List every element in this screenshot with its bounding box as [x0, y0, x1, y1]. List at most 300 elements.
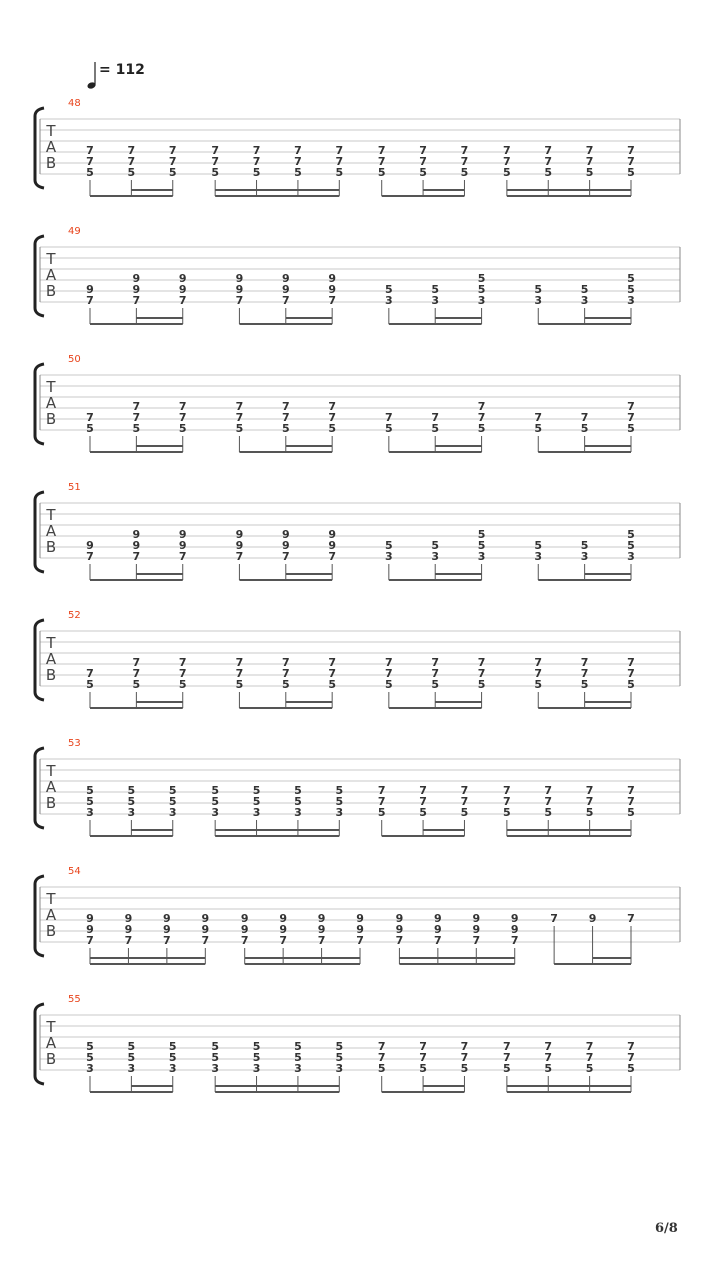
fret-number: 5 — [252, 1051, 261, 1064]
fret-number: 7 — [178, 656, 187, 669]
fret-number: 3 — [86, 806, 94, 819]
fret-number: 7 — [627, 784, 635, 797]
fret-number: 7 — [385, 667, 393, 680]
fret-number: 5 — [377, 806, 386, 819]
fret-number: 7 — [627, 912, 635, 925]
fret-number: 5 — [431, 422, 440, 435]
fret-number: 7 — [477, 656, 486, 669]
fret-number: 5 — [544, 1062, 553, 1075]
fret-number: 5 — [294, 166, 302, 179]
measure-number: 51 — [68, 482, 81, 493]
fret-number: 7 — [279, 934, 287, 947]
fret-number: 9 — [434, 923, 442, 936]
tab-staff — [0, 610, 720, 738]
tab-staff — [0, 866, 720, 994]
tab-staff-svg — [0, 866, 720, 994]
tempo-marking — [86, 60, 166, 92]
fret-number: 3 — [580, 294, 589, 307]
tab-clef-letter: A — [45, 1034, 57, 1052]
fret-number: 9 — [86, 283, 94, 296]
fret-number: 5 — [127, 1040, 136, 1053]
fret-number: 7 — [235, 294, 244, 307]
fret-number: 7 — [127, 155, 136, 168]
fret-number: 3 — [385, 294, 393, 307]
fret-number: 7 — [585, 1051, 594, 1064]
tab-clef-letter: T — [46, 122, 56, 140]
fret-number: 7 — [627, 144, 635, 157]
fret-number: 5 — [235, 422, 244, 435]
fret-number: 3 — [294, 806, 302, 819]
fret-number: 7 — [510, 934, 519, 947]
tab-clef-letter: T — [46, 890, 56, 908]
fret-number: 5 — [627, 528, 635, 541]
measure-number: 49 — [68, 226, 81, 237]
fret-number: 5 — [580, 283, 589, 296]
fret-number: 5 — [477, 678, 486, 691]
fret-number: 9 — [356, 912, 364, 925]
tab-staff-svg — [0, 738, 720, 866]
fret-number: 7 — [503, 1051, 511, 1064]
fret-number: 7 — [534, 667, 543, 680]
fret-number: 9 — [178, 272, 187, 285]
fret-number: 9 — [395, 923, 404, 936]
fret-number: 5 — [328, 422, 336, 435]
fret-number: 9 — [472, 912, 481, 925]
fret-number: 7 — [419, 144, 427, 157]
fret-number: 5 — [252, 166, 261, 179]
measure-number: 50 — [68, 354, 81, 365]
tab-clef-letter: A — [45, 138, 57, 156]
fret-number: 7 — [627, 1040, 635, 1053]
fret-number: 3 — [477, 294, 486, 307]
fret-number: 7 — [627, 1051, 635, 1064]
fret-number: 7 — [627, 411, 635, 424]
fret-number: 5 — [281, 422, 290, 435]
fret-number: 9 — [281, 283, 290, 296]
fret-number: 7 — [544, 1040, 553, 1053]
tab-clef-letter: B — [45, 538, 57, 556]
tab-clef-letter: A — [45, 394, 57, 412]
fret-number: 7 — [460, 1051, 469, 1064]
fret-number: 7 — [281, 294, 290, 307]
fret-number: 5 — [168, 795, 177, 808]
fret-number: 7 — [585, 784, 594, 797]
fret-number: 3 — [252, 806, 261, 819]
fret-number: 7 — [503, 144, 511, 157]
fret-number: 9 — [178, 539, 187, 552]
fret-number: 5 — [86, 166, 94, 179]
fret-number: 9 — [132, 283, 141, 296]
fret-number: 9 — [86, 923, 94, 936]
fret-number: 7 — [534, 656, 543, 669]
fret-number: 7 — [86, 667, 94, 680]
fret-number: 7 — [431, 667, 440, 680]
fret-number: 9 — [163, 923, 171, 936]
fret-number: 5 — [132, 678, 141, 691]
fret-number: 5 — [627, 539, 635, 552]
fret-number: 7 — [86, 155, 94, 168]
fret-number: 7 — [544, 784, 553, 797]
fret-number: 5 — [544, 806, 553, 819]
fret-number: 3 — [168, 1062, 177, 1075]
fret-number: 7 — [132, 400, 141, 413]
fret-number: 7 — [377, 795, 386, 808]
fret-number: 7 — [281, 667, 290, 680]
fret-number: 5 — [419, 1062, 427, 1075]
tab-clef-letter: T — [46, 1018, 56, 1036]
fret-number: 5 — [503, 806, 511, 819]
fret-number: 7 — [356, 934, 364, 947]
tab-clef-letter: B — [45, 1050, 57, 1068]
fret-number: 3 — [294, 1062, 302, 1075]
fret-number: 9 — [356, 923, 364, 936]
fret-number: 7 — [627, 656, 635, 669]
fret-number: 5 — [127, 784, 136, 797]
fret-number: 7 — [281, 411, 290, 424]
fret-number: 7 — [477, 400, 486, 413]
fret-number: 3 — [534, 294, 543, 307]
fret-number: 5 — [211, 795, 219, 808]
tempo-text: = 112 — [99, 62, 145, 78]
fret-number: 7 — [534, 411, 543, 424]
fret-number: 7 — [127, 144, 136, 157]
fret-number: 5 — [127, 166, 136, 179]
fret-number: 7 — [328, 411, 336, 424]
fret-number: 3 — [211, 1062, 219, 1075]
fret-number: 5 — [503, 1062, 511, 1075]
fret-number: 5 — [627, 1062, 635, 1075]
fret-number: 7 — [294, 144, 302, 157]
fret-number: 7 — [580, 411, 589, 424]
fret-number: 7 — [395, 934, 404, 947]
quarter-note-icon — [86, 60, 100, 92]
fret-number: 5 — [585, 1062, 594, 1075]
fret-number: 5 — [211, 1051, 219, 1064]
fret-number: 7 — [178, 550, 187, 563]
fret-number: 7 — [419, 784, 427, 797]
fret-number: 7 — [328, 294, 336, 307]
fret-number: 7 — [86, 550, 94, 563]
measure-number: 53 — [68, 738, 81, 749]
fret-number: 7 — [335, 155, 344, 168]
tab-clef-letter: A — [45, 778, 57, 796]
fret-number: 7 — [544, 144, 553, 157]
fret-number: 5 — [460, 1062, 469, 1075]
fret-number: 9 — [86, 539, 94, 552]
fret-number: 5 — [431, 283, 440, 296]
fret-number: 3 — [127, 1062, 136, 1075]
fret-number: 7 — [434, 934, 442, 947]
tab-clef-letter: T — [46, 506, 56, 524]
fret-number: 9 — [510, 912, 519, 925]
tab-clef-letter: T — [46, 378, 56, 396]
fret-number: 9 — [434, 912, 442, 925]
fret-number: 7 — [627, 795, 635, 808]
fret-number: 5 — [86, 422, 94, 435]
fret-number: 5 — [627, 272, 635, 285]
fret-number: 7 — [460, 144, 469, 157]
fret-number: 9 — [279, 912, 287, 925]
fret-number: 7 — [503, 784, 511, 797]
fret-number: 3 — [477, 550, 486, 563]
measure-number: 52 — [68, 610, 81, 621]
fret-number: 7 — [86, 144, 94, 157]
fret-number: 3 — [385, 550, 393, 563]
fret-number: 9 — [281, 272, 290, 285]
fret-number: 7 — [281, 656, 290, 669]
fret-number: 5 — [477, 283, 486, 296]
tab-staff-svg — [0, 482, 720, 610]
fret-number: 5 — [335, 1051, 344, 1064]
fret-number: 7 — [132, 411, 141, 424]
fret-number: 9 — [588, 912, 597, 925]
fret-number: 3 — [168, 806, 177, 819]
fret-number: 3 — [335, 1062, 344, 1075]
fret-number: 7 — [585, 144, 594, 157]
fret-number: 5 — [503, 166, 511, 179]
fret-number: 7 — [168, 155, 177, 168]
fret-number: 5 — [211, 166, 219, 179]
fret-number: 9 — [132, 272, 141, 285]
fret-number: 5 — [377, 166, 386, 179]
tab-staff — [0, 354, 720, 482]
fret-number: 7 — [627, 400, 635, 413]
fret-number: 7 — [377, 144, 386, 157]
fret-number: 5 — [385, 422, 393, 435]
fret-number: 5 — [178, 678, 187, 691]
fret-number: 5 — [627, 678, 635, 691]
tab-clef-letter: B — [45, 794, 57, 812]
fret-number: 9 — [317, 923, 326, 936]
fret-number: 5 — [168, 166, 177, 179]
fret-number: 7 — [477, 411, 486, 424]
fret-number: 3 — [127, 806, 136, 819]
fret-number: 5 — [294, 1040, 302, 1053]
fret-number: 3 — [431, 294, 440, 307]
fret-number: 7 — [385, 411, 393, 424]
tab-staff-svg — [0, 610, 720, 738]
fret-number: 9 — [132, 539, 141, 552]
fret-number: 7 — [477, 667, 486, 680]
fret-number: 7 — [235, 656, 244, 669]
fret-number: 9 — [178, 528, 187, 541]
measure-number: 54 — [68, 866, 81, 877]
fret-number: 7 — [377, 1051, 386, 1064]
fret-number: 7 — [585, 155, 594, 168]
fret-number: 7 — [580, 667, 589, 680]
fret-number: 7 — [585, 1040, 594, 1053]
fret-number: 7 — [281, 550, 290, 563]
fret-number: 5 — [627, 806, 635, 819]
fret-number: 7 — [86, 294, 94, 307]
fret-number: 5 — [580, 678, 589, 691]
fret-number: 5 — [86, 784, 94, 797]
fret-number: 5 — [385, 539, 393, 552]
fret-number: 9 — [132, 528, 141, 541]
fret-number: 5 — [294, 795, 302, 808]
fret-number: 3 — [252, 1062, 261, 1075]
fret-number: 7 — [235, 400, 244, 413]
fret-number: 7 — [252, 155, 261, 168]
tab-clef-letter: T — [46, 250, 56, 268]
fret-number: 7 — [544, 1051, 553, 1064]
fret-number: 5 — [534, 678, 543, 691]
fret-number: 7 — [544, 795, 553, 808]
tab-clef-letter: B — [45, 282, 57, 300]
fret-number: 5 — [627, 422, 635, 435]
fret-number: 7 — [132, 667, 141, 680]
fret-number: 7 — [86, 934, 94, 947]
fret-number: 5 — [335, 166, 344, 179]
fret-number: 9 — [201, 912, 210, 925]
tab-staff-svg — [0, 994, 720, 1122]
fret-number: 5 — [385, 283, 393, 296]
fret-number: 9 — [472, 923, 481, 936]
fret-number: 9 — [328, 272, 336, 285]
fret-number: 7 — [377, 1040, 386, 1053]
fret-number: 5 — [419, 806, 427, 819]
fret-number: 5 — [211, 784, 219, 797]
fret-number: 7 — [240, 934, 249, 947]
fret-number: 5 — [294, 784, 302, 797]
fret-number: 5 — [477, 422, 486, 435]
fret-number: 7 — [419, 795, 427, 808]
fret-number: 9 — [235, 272, 244, 285]
fret-number: 3 — [580, 550, 589, 563]
fret-number: 7 — [419, 1040, 427, 1053]
fret-number: 7 — [431, 656, 440, 669]
fret-number: 5 — [534, 283, 543, 296]
page-number: 6/8 — [655, 1221, 678, 1236]
fret-number: 5 — [477, 539, 486, 552]
fret-number: 9 — [279, 923, 287, 936]
fret-number: 7 — [235, 550, 244, 563]
fret-number: 7 — [460, 784, 469, 797]
tab-staff — [0, 738, 720, 866]
fret-number: 5 — [127, 795, 136, 808]
fret-number: 5 — [335, 1040, 344, 1053]
fret-number: 7 — [201, 934, 210, 947]
fret-number: 5 — [460, 806, 469, 819]
fret-number: 5 — [235, 678, 244, 691]
fret-number: 5 — [627, 283, 635, 296]
tab-clef-letter: A — [45, 906, 57, 924]
fret-number: 7 — [503, 155, 511, 168]
tab-staff — [0, 482, 720, 610]
fret-number: 3 — [627, 550, 635, 563]
fret-number: 3 — [627, 294, 635, 307]
fret-number: 9 — [235, 283, 244, 296]
fret-number: 5 — [477, 272, 486, 285]
tab-clef-letter: B — [45, 410, 57, 428]
fret-number: 5 — [580, 422, 589, 435]
fret-number: 7 — [178, 400, 187, 413]
fret-number: 9 — [235, 539, 244, 552]
fret-number: 9 — [201, 923, 210, 936]
fret-number: 5 — [211, 1040, 219, 1053]
fret-number: 5 — [127, 1051, 136, 1064]
fret-number: 5 — [460, 166, 469, 179]
fret-number: 7 — [627, 667, 635, 680]
fret-number: 5 — [477, 528, 486, 541]
fret-number: 5 — [419, 166, 427, 179]
fret-number: 5 — [168, 784, 177, 797]
fret-number: 5 — [252, 795, 261, 808]
fret-number: 5 — [132, 422, 141, 435]
fret-number: 7 — [585, 795, 594, 808]
tab-clef-letter: A — [45, 650, 57, 668]
fret-number: 7 — [377, 784, 386, 797]
fret-number: 5 — [86, 678, 94, 691]
fret-number: 3 — [431, 550, 440, 563]
fret-number: 9 — [124, 923, 133, 936]
tab-clef-letter: A — [45, 522, 57, 540]
fret-number: 7 — [163, 934, 171, 947]
fret-number: 5 — [431, 539, 440, 552]
fret-number: 7 — [460, 155, 469, 168]
tab-clef-letter: B — [45, 922, 57, 940]
tab-clef-letter: B — [45, 154, 57, 172]
fret-number: 7 — [385, 656, 393, 669]
tab-clef-letter: T — [46, 762, 56, 780]
fret-number: 5 — [580, 539, 589, 552]
fret-number: 7 — [328, 656, 336, 669]
fret-number: 9 — [510, 923, 519, 936]
fret-number: 5 — [385, 678, 393, 691]
fret-number: 5 — [377, 1062, 386, 1075]
fret-number: 9 — [328, 539, 336, 552]
fret-number: 5 — [534, 539, 543, 552]
measure-number: 55 — [68, 994, 81, 1005]
fret-number: 5 — [178, 422, 187, 435]
fret-number: 7 — [132, 294, 141, 307]
fret-number: 9 — [317, 912, 326, 925]
fret-number: 7 — [86, 411, 94, 424]
tab-clef-letter: B — [45, 666, 57, 684]
fret-number: 7 — [281, 400, 290, 413]
tab-clef-letter: A — [45, 266, 57, 284]
fret-number: 5 — [168, 1051, 177, 1064]
fret-number: 9 — [328, 283, 336, 296]
fret-number: 7 — [544, 155, 553, 168]
fret-number: 9 — [163, 912, 171, 925]
fret-number: 5 — [86, 795, 94, 808]
fret-number: 7 — [503, 1040, 511, 1053]
fret-number: 9 — [328, 528, 336, 541]
fret-number: 9 — [395, 912, 404, 925]
fret-number: 5 — [544, 166, 553, 179]
tab-staff — [0, 226, 720, 354]
fret-number: 7 — [235, 411, 244, 424]
fret-number: 7 — [178, 667, 187, 680]
fret-number: 7 — [627, 155, 635, 168]
fret-number: 5 — [585, 166, 594, 179]
tab-staff-svg — [0, 354, 720, 482]
fret-number: 9 — [240, 912, 249, 925]
fret-number: 5 — [328, 678, 336, 691]
fret-number: 7 — [328, 667, 336, 680]
fret-number: 7 — [503, 795, 511, 808]
fret-number: 7 — [124, 934, 133, 947]
fret-number: 7 — [472, 934, 481, 947]
tab-staff — [0, 98, 720, 226]
fret-number: 7 — [377, 155, 386, 168]
fret-number: 9 — [86, 912, 94, 925]
fret-number: 3 — [211, 806, 219, 819]
fret-number: 7 — [328, 400, 336, 413]
fret-number: 3 — [335, 806, 344, 819]
fret-number: 7 — [419, 1051, 427, 1064]
